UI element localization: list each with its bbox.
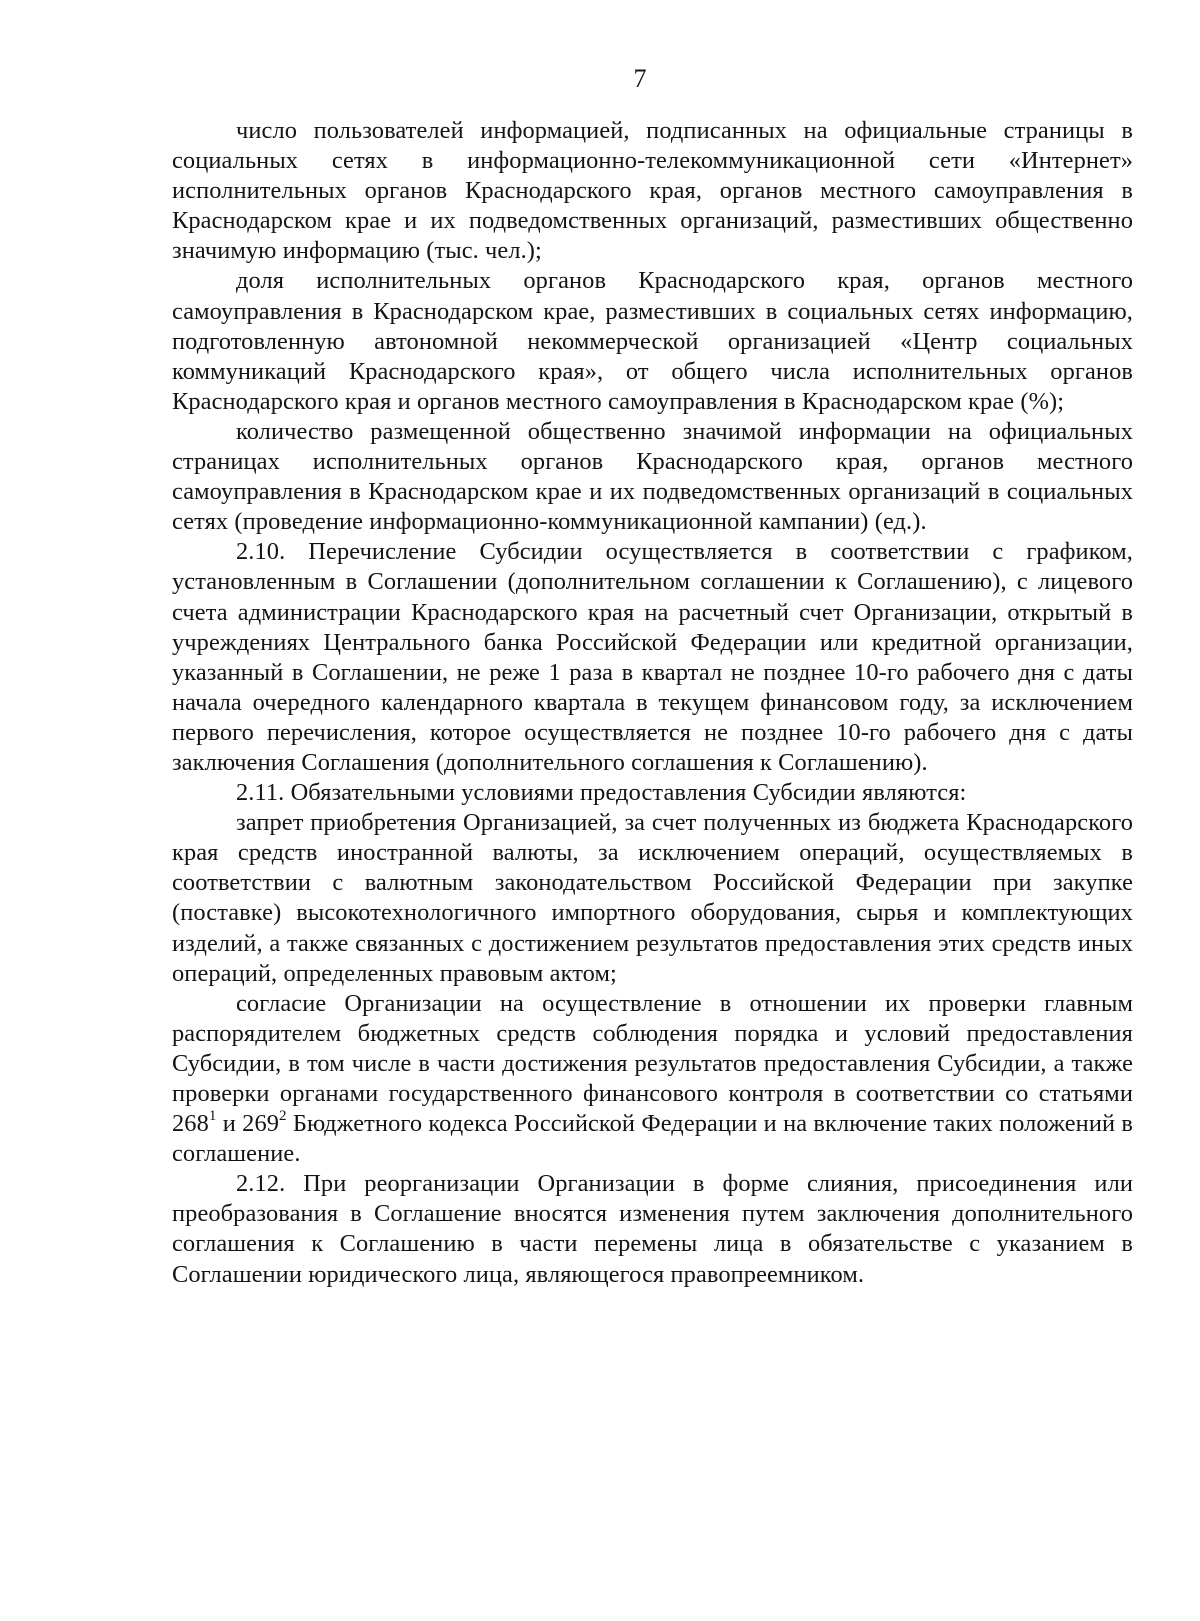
audit-consent-text-part3: Бюджетного кодекса Российской Федерации и на включение таких положений в соглашение. <box>172 1110 1133 1168</box>
paragraph-clause-2-12: 2.12. При реорганизации Организации в форме слияния, присоединения или преобразования в Соглашение вносятся изменения путем заключения дополнительного соглашения к Соглашению в части перемены лица в обязательстве с указанием в Соглашении юридического лица, являющегося правопреемником. <box>172 1170 1133 1288</box>
paragraph-subscribers-count: число пользователей информацией, подписанных на официальные страницы в социальных сетях в информационно-телекоммуникационной сети «Интернет» исполнительных органов Краснодарского края, органов местного самоуправления в Краснодарском крае и их подведомственных организаций, разместивших общественно значимую информацию (тыс. чел.); <box>172 117 1133 265</box>
paragraph-currency-ban: запрет приобретения Организацией, за счет полученных из бюджета Краснодарского края средств иностранной валюты, за исключением операций, осуществляемых в соответствии с валютным законодательством Российской Федерации при закупке (поставке) высокотехнологичного импортного оборудования, сырья и комплектующих изделий, а также связанных с достижением результатов предоставления этих средств иных операций, определенных правовым актом; <box>172 809 1133 987</box>
page-number: 7 <box>633 64 647 93</box>
audit-consent-text-part1: согласие Организации на осуществление в отношении их проверки главным распорядителем бюджетных средств соблюдения порядка и условий предоставления Субсидии, в том числе в части достижения результатов предоставления Субсидии, а также проверки органами государственного финансового контроля в соответствии со статьями 268 <box>172 989 1133 1138</box>
paragraph-clause-2-11: 2.11. Обязательными условиями предоставления Субсидии являются: <box>236 779 967 807</box>
footnote-superscript-1: 1 <box>208 1107 217 1124</box>
paragraph-clause-2-10: 2.10. Перечисление Субсидии осуществляется в соответствии с графиком, установленным в Соглашении (дополнительном соглашении к Соглашению), с лицевого счета администрации Краснодарского края на расчетный счет Организации, открытый в учреждениях Центрального банка Российской Федерации или кредитной организации, указанный в Соглашении, не реже 1 раза в квартал не позднее 10-го рабочего дня с даты начала очередного календарного квартала в текущем финансовом году, за исключением первого перечисления, которое осуществляется не позднее 10-го рабочего дня с даты заключения Соглашения (дополнительного соглашения к Соглашению). <box>172 538 1133 776</box>
audit-consent-text-part2: и 269 <box>216 1110 280 1138</box>
document-body <box>172 116 1133 1290</box>
paragraph-information-count: количество размещенной общественно значимой информации на официальных страницах исполнительных органов Краснодарского края, органов местного самоуправления в Краснодарском крае и их подведомственных организаций в социальных сетях (проведение информационно-коммуникационной кампании) (ед.). <box>172 417 1133 536</box>
footnote-superscript-2: 2 <box>279 1107 287 1124</box>
paragraph-share-of-bodies: доля исполнительных органов Краснодарского края, органов местного самоуправления в Краснодарском крае, разместивших в социальных сетях информацию, подготовленную автономной некоммерческой организацией «Центр социальных коммуникаций Краснодарского края», от общего числа исполнительных органов Краснодарского края и органов местного самоуправления в Краснодарском крае (%); <box>172 267 1133 415</box>
paragraph-audit-consent <box>172 989 1133 1170</box>
